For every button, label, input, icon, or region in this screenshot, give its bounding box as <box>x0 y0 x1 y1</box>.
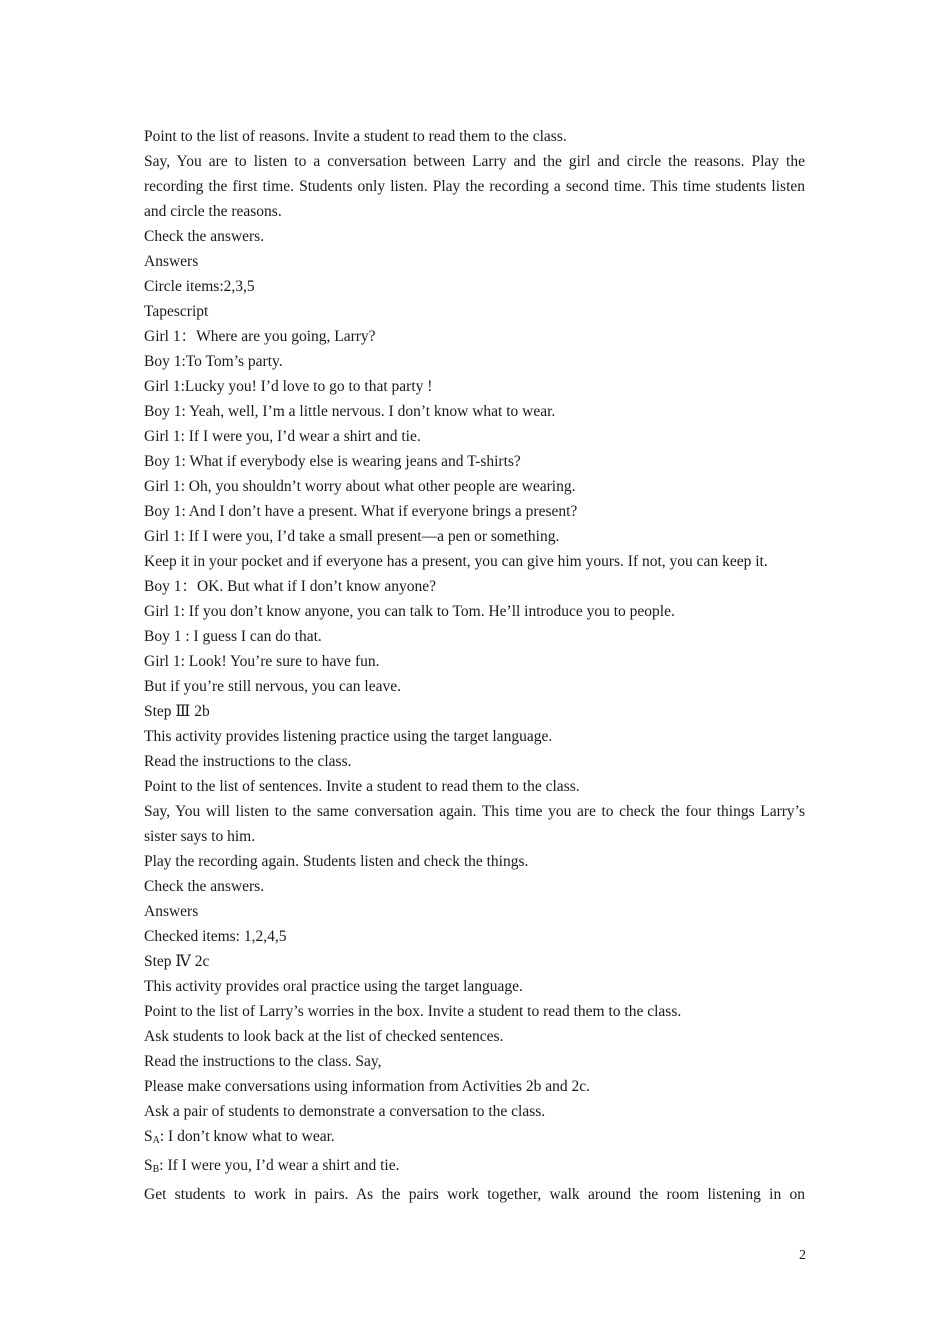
paragraph: Get students to work in pairs. As the pairs work together, walk around the room listening in on <box>144 1186 805 1203</box>
heading-answers: Answers <box>144 903 199 920</box>
paragraph: Read the instructions to the class. <box>144 753 352 770</box>
dialogue-line: Girl 1: If you don’t know anyone, you can talk to Tom. He’ll introduce you to people. <box>144 603 675 620</box>
paragraph: Point to the list of Larry’s worries in the box. Invite a student to read them to the class. <box>144 1003 682 1020</box>
speaker-label: S <box>144 1128 153 1145</box>
dialogue-line: Girl 1: If I were you, I’d take a small present—a pen or something. <box>144 528 560 545</box>
paragraph: Ask a pair of students to demonstrate a conversation to the class. <box>144 1103 546 1120</box>
dialogue-line: Boy 1 : I guess I can do that. <box>144 628 322 645</box>
dialogue-line: Girl 1: Oh, you shouldn’t worry about what other people are wearing. <box>144 478 576 495</box>
dialogue-line: Boy 1:To Tom’s party. <box>144 353 283 370</box>
paragraph: Checked items: 1,2,4,5 <box>144 928 287 945</box>
dialogue-line: Boy 1：OK. But what if I don’t know anyone? <box>144 578 437 595</box>
document-body <box>144 124 805 1207</box>
paragraph: Circle items:2,3,5 <box>144 278 255 295</box>
dialogue-line: Girl 1: If I were you, I’d wear a shirt and tie. <box>144 428 421 445</box>
paragraph: Check the answers. <box>144 228 265 245</box>
heading-tapescript: Tapescript <box>144 303 209 320</box>
page-number: 2 <box>799 1248 806 1263</box>
paragraph: Ask students to look back at the list of checked sentences. <box>144 1028 504 1045</box>
dialogue-line: Girl 1:Lucky you! I’d love to go to that party ! <box>144 378 433 395</box>
example-line-sb <box>144 1153 805 1182</box>
dialogue-line: Boy 1: Yeah, well, I’m a little nervous. I don’t know what to wear. <box>144 403 556 420</box>
paragraph: This activity provides listening practice using the target language. <box>144 728 553 745</box>
step-heading: Step Ⅳ 2c <box>144 953 210 970</box>
dialogue-line: Girl 1：Where are you going, Larry? <box>144 328 376 345</box>
dialogue-line: Boy 1: And I don’t have a present. What if everyone brings a present? <box>144 503 578 520</box>
paragraph: Read the instructions to the class. Say, <box>144 1053 382 1070</box>
speaker-label: S <box>144 1157 153 1174</box>
paragraph: Say, You will listen to the same conversation again. This time you are to check the four things Larry’s sister says to him. <box>144 803 805 845</box>
dialogue-line: Boy 1: What if everybody else is wearing jeans and T-shirts? <box>144 453 521 470</box>
paragraph: This activity provides oral practice using the target language. <box>144 978 523 995</box>
paragraph: Please make conversations using information from Activities 2b and 2c. <box>144 1078 590 1095</box>
paragraph: Check the answers. <box>144 878 265 895</box>
paragraph: Point to the list of reasons. Invite a student to read them to the class. <box>144 128 567 145</box>
dialogue-line: Keep it in your pocket and if everyone has a present, you can give him yours. If not, you can keep it. <box>144 553 768 570</box>
heading-answers: Answers <box>144 253 199 270</box>
paragraph: Point to the list of sentences. Invite a student to read them to the class. <box>144 778 580 795</box>
dialogue-line: But if you’re still nervous, you can leave. <box>144 678 401 695</box>
step-heading: Step Ⅲ 2b <box>144 703 210 720</box>
dialogue-line: Girl 1: Look! You’re sure to have fun. <box>144 653 380 670</box>
example-text: : I don’t know what to wear. <box>159 1128 335 1145</box>
paragraph: Play the recording again. Students listen and check the things. <box>144 853 529 870</box>
example-line-sa <box>144 1124 805 1153</box>
speaker-subscript: B <box>152 1164 160 1175</box>
paragraph: Say, You are to listen to a conversation between Larry and the girl and circle the reasons. Play the recording the first time. Students only listen. Play the recording a second time. This time students listen and circle the reasons. <box>144 153 805 220</box>
example-text: : If I were you, I’d wear a shirt and tie. <box>159 1157 400 1174</box>
speaker-subscript: A <box>152 1135 160 1146</box>
